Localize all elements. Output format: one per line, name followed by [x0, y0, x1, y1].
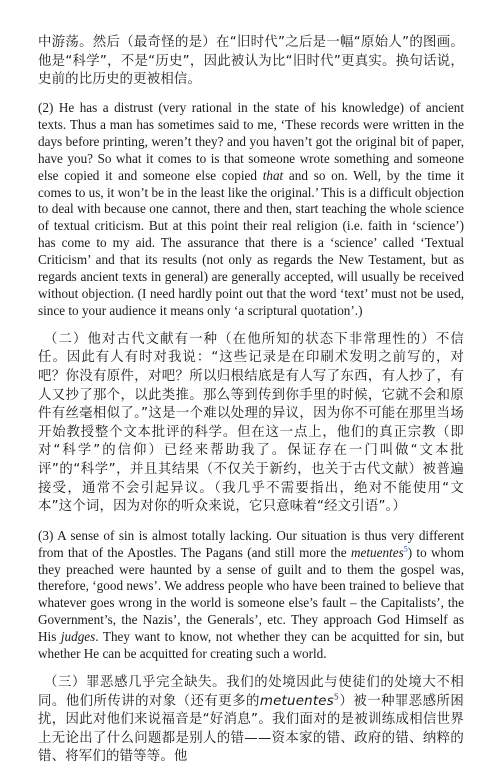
text-run: （三）罪恶感几乎完全缺失。我们的处境因此与使徒们的处境大不相同。他们所传讲的对象（还有更多的 [38, 674, 464, 709]
chinese-paragraph-2: （二）他对古代文献有一种（在他所知的状态下非常理性的）不信任。因此有人有时对我说：“这些记录是在印刷术发明之前写的，对吧？你没有原件，对吧？所以归根结底是有人写了东西，有人抄了，有人又抄了那个，以此类推。那么等到传到你手里的时候，它就不会和原件有丝毫相似了。”这是一个难以处理的异议，因为你不可能在那里当场开始教授整个文本批评的科学。但在这一点上，他们的真正宗教（即对“科学”的信仰）已经来帮助我了。保证存在一门叫做“文本批评”的“科学”，并且其结果（不仅关于新约，也关于古代文献）被普遍接受，通常不会引起异议。（我几乎不需要指出，绝对不能使用“文本”这个词，因为对你的听众来说，它只意味着“经文引语”。） [38, 331, 464, 515]
footnote-link[interactable]: 5 [403, 544, 408, 554]
document-page [38, 34, 464, 767]
text-run: ) to whom they preached were haunted by a sense of guilt and to them the gospel was, therefore, ‘good news’. We address people who have been trained to believe that whatever goes wrong in the world is someone else’s fault – the Capitalists’, the Government’s, the Nazis’, the Generals’, etc. They approach God Himself as His [38, 544, 464, 645]
chinese-paragraph-3 [38, 674, 464, 767]
italic-run: judges [60, 629, 96, 645]
chinese-intro-paragraph: 中游荡。然后（最奇怪的是）在“旧时代”之后是一幅“原始人”的图画。他是“科学”，不是“历史”，因此被认为比“旧时代”更真实。换句话说，史前的比历史的更被相信。 [38, 35, 464, 88]
text-run: (2) He has a distrust (very rational in the state of his knowledge) of ancient texts. Thus a man has sometimes said to me, ‘These records were written in the days before printing, weren’t they? and you haven’t got the original bit of paper, have you? So what it comes to is that someone wrote something and someone else copied it and someone else copied [38, 100, 464, 183]
italic-run: metuentes [350, 544, 404, 560]
text-run: ）被一种罪恶感所困扰，因此对他们来说福音是“好消息”。我们面对的是被训练成相信世界上无论出了什么问题都是别人的错——资本家的错、政府的错、纳粹的错、将军们的错等等。他 [38, 693, 464, 765]
english-paragraph-3 [38, 528, 464, 663]
text-run: and so on. Well, by the time it comes to us, it won’t be in the least like the original.’ This is a difficult objection to deal with because one cannot, there and then, start teaching the whole science of textual criticism. But at this point their real religion (i.e. faith in ‘science’) has come to my aid. The assurance that there is a ‘science’ called ‘Textual Criticism’ and that its results (not only as regards the New Testament, but as regards ancient texts in general) are generally accepted, will usually be received without objection. (I need hardly point out that the word ‘text’ must not be used, since to your audience it means only ‘a scriptural quotation’.) [38, 167, 464, 318]
text-run: . They want to know, not whether they can be acquitted for sin, but whether He can be acquitted for creating such a world. [38, 629, 464, 662]
footnote-link[interactable]: 5 [333, 692, 340, 702]
text-run: (3) A sense of sin is almost totally lacking. Our situation is thus very different from that of the Apostles. The Pagans (and still more the [38, 527, 464, 560]
italic-run: metuentes [259, 693, 334, 709]
italic-run: that [262, 167, 284, 183]
english-paragraph-2 [38, 100, 464, 320]
